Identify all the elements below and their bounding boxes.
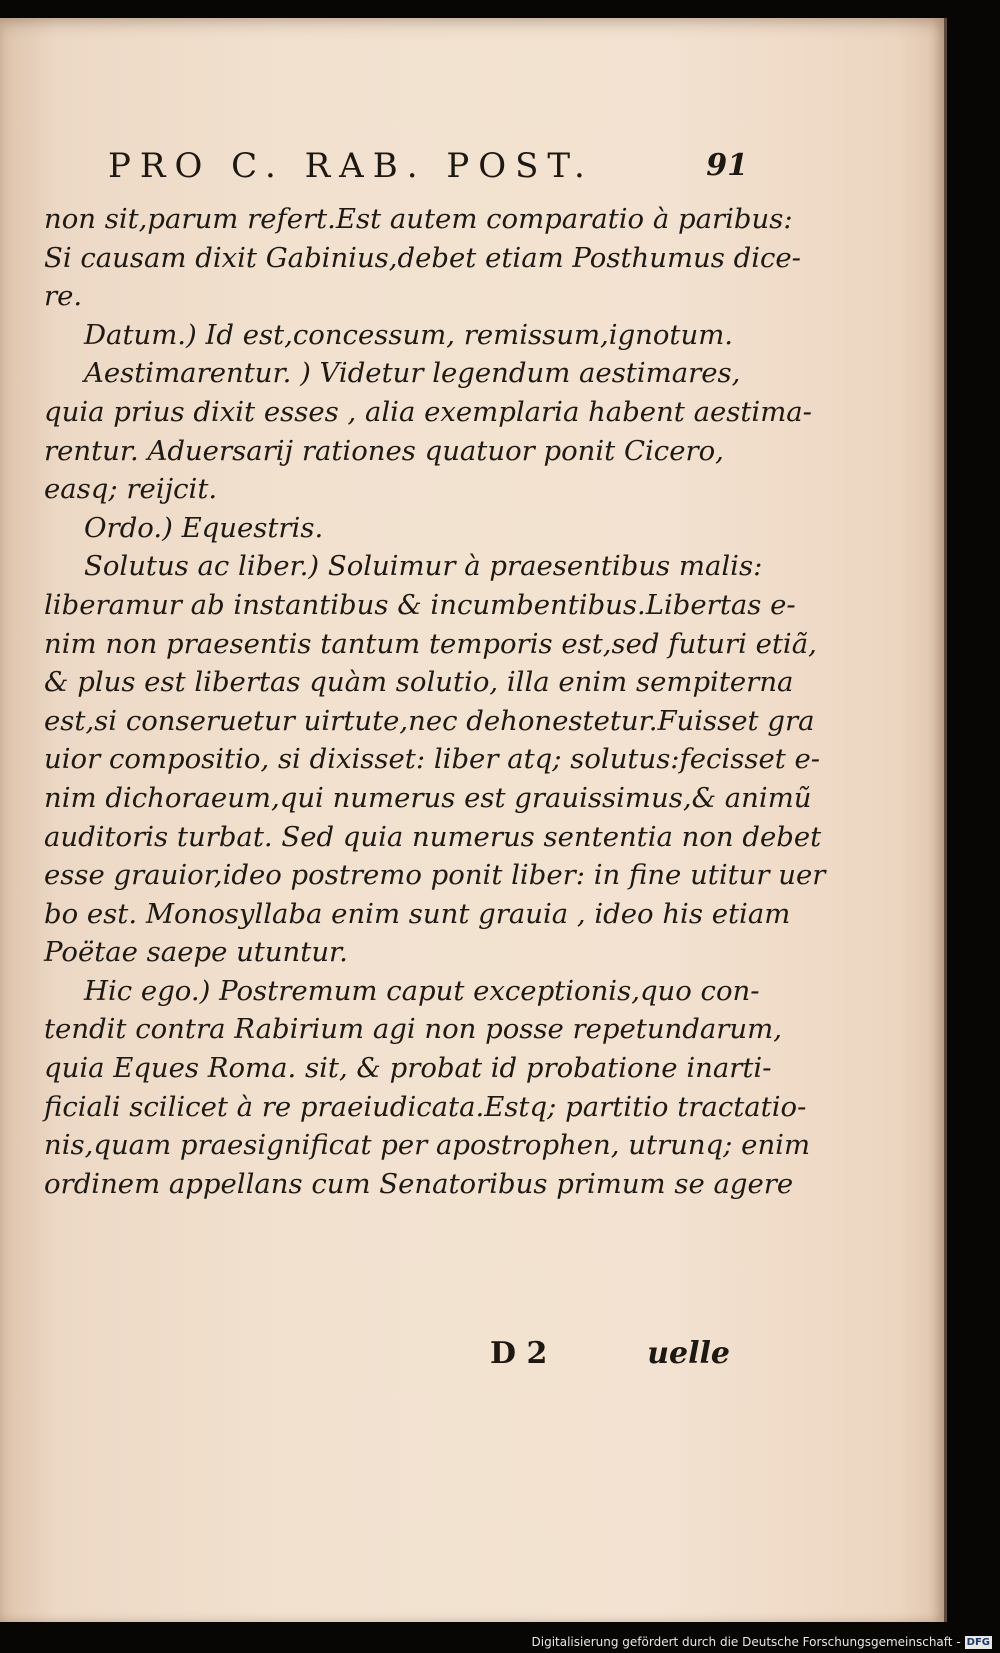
page-footer xyxy=(490,1336,730,1376)
text-line: Aestimarentur. ) Videtur legendum aestimares, xyxy=(84,357,741,390)
page-number: 91 xyxy=(706,148,748,183)
text-line: ficiali scilicet à re praeiudicata.Estq; partitio tractatio- xyxy=(44,1090,807,1123)
credit-text: Digitalisierung gefördert durch die Deutsche Forschungsgemeinschaft - xyxy=(531,1635,961,1649)
text-line: Solutus ac liber.) Soluimur à praesentibus malis: xyxy=(84,550,763,583)
text-line: ordinem appellans cum Senatoribus primum se agere xyxy=(44,1167,794,1200)
signature-mark: D 2 xyxy=(490,1336,548,1371)
text-line: nim dichoraeum,qui numerus est grauissimus,& animũ xyxy=(44,781,812,814)
text-line: uior compositio, si dixisset: liber atq; solutus:fecisset e- xyxy=(44,743,821,776)
text-line: liberamur ab instantibus & incumbentibus.Libertas e- xyxy=(44,588,796,621)
text-line: Ordo.) Equestris. xyxy=(84,511,324,544)
book-page xyxy=(0,18,947,1622)
text-line: Poëtae saepe utuntur. xyxy=(44,936,348,969)
digitization-credit xyxy=(532,1633,993,1651)
text-line: quia prius dixit esses , alia exemplaria habent aestima- xyxy=(44,395,812,428)
text-line: bo est. Monosyllaba enim sunt grauia , ideo his etiam xyxy=(44,897,791,930)
text-line: est,si conseruetur uirtute,nec dehonestetur.Fuisset gra xyxy=(44,704,815,737)
text-line: esse grauior,ideo postremo ponit liber: in fine utitur uer xyxy=(44,859,826,892)
text-line: easq; reijcit. xyxy=(44,473,218,506)
text-line: tendit contra Rabirium agi non posse repetundarum, xyxy=(44,1013,782,1046)
text-line: nis,quam praesignificat per apostrophen, utrunq; enim xyxy=(44,1129,811,1162)
text-line: nim non praesentis tantum temporis est,sed futuri etiã, xyxy=(44,627,817,660)
running-head xyxy=(108,146,748,196)
dfg-logo-icon: DFG xyxy=(966,1636,990,1648)
text-line: re. xyxy=(44,280,83,313)
catchword: uelle xyxy=(647,1336,730,1371)
body-text xyxy=(44,200,826,1203)
text-line: auditoris turbat. Sed quia numerus sententia non debet xyxy=(44,820,822,853)
running-head-title: PRO C. RAB. POST. xyxy=(108,146,594,186)
text-line: non sit,parum refert.Est autem comparatio à paribus: xyxy=(44,203,793,235)
text-line: Datum.) Id est,concessum, remissum,ignotum. xyxy=(84,318,734,351)
text-line: & plus est libertas quàm solutio, illa enim sempiterna xyxy=(44,666,794,699)
text-line: Si causam dixit Gabinius,debet etiam Posthumus dice- xyxy=(44,241,801,274)
text-line: Hic ego.) Postremum caput exceptionis,quo con- xyxy=(84,974,760,1007)
text-line: quia Eques Roma. sit, & probat id probatione inarti- xyxy=(44,1052,772,1085)
text-line: rentur. Aduersarij rationes quatuor ponit Cicero, xyxy=(44,434,724,467)
